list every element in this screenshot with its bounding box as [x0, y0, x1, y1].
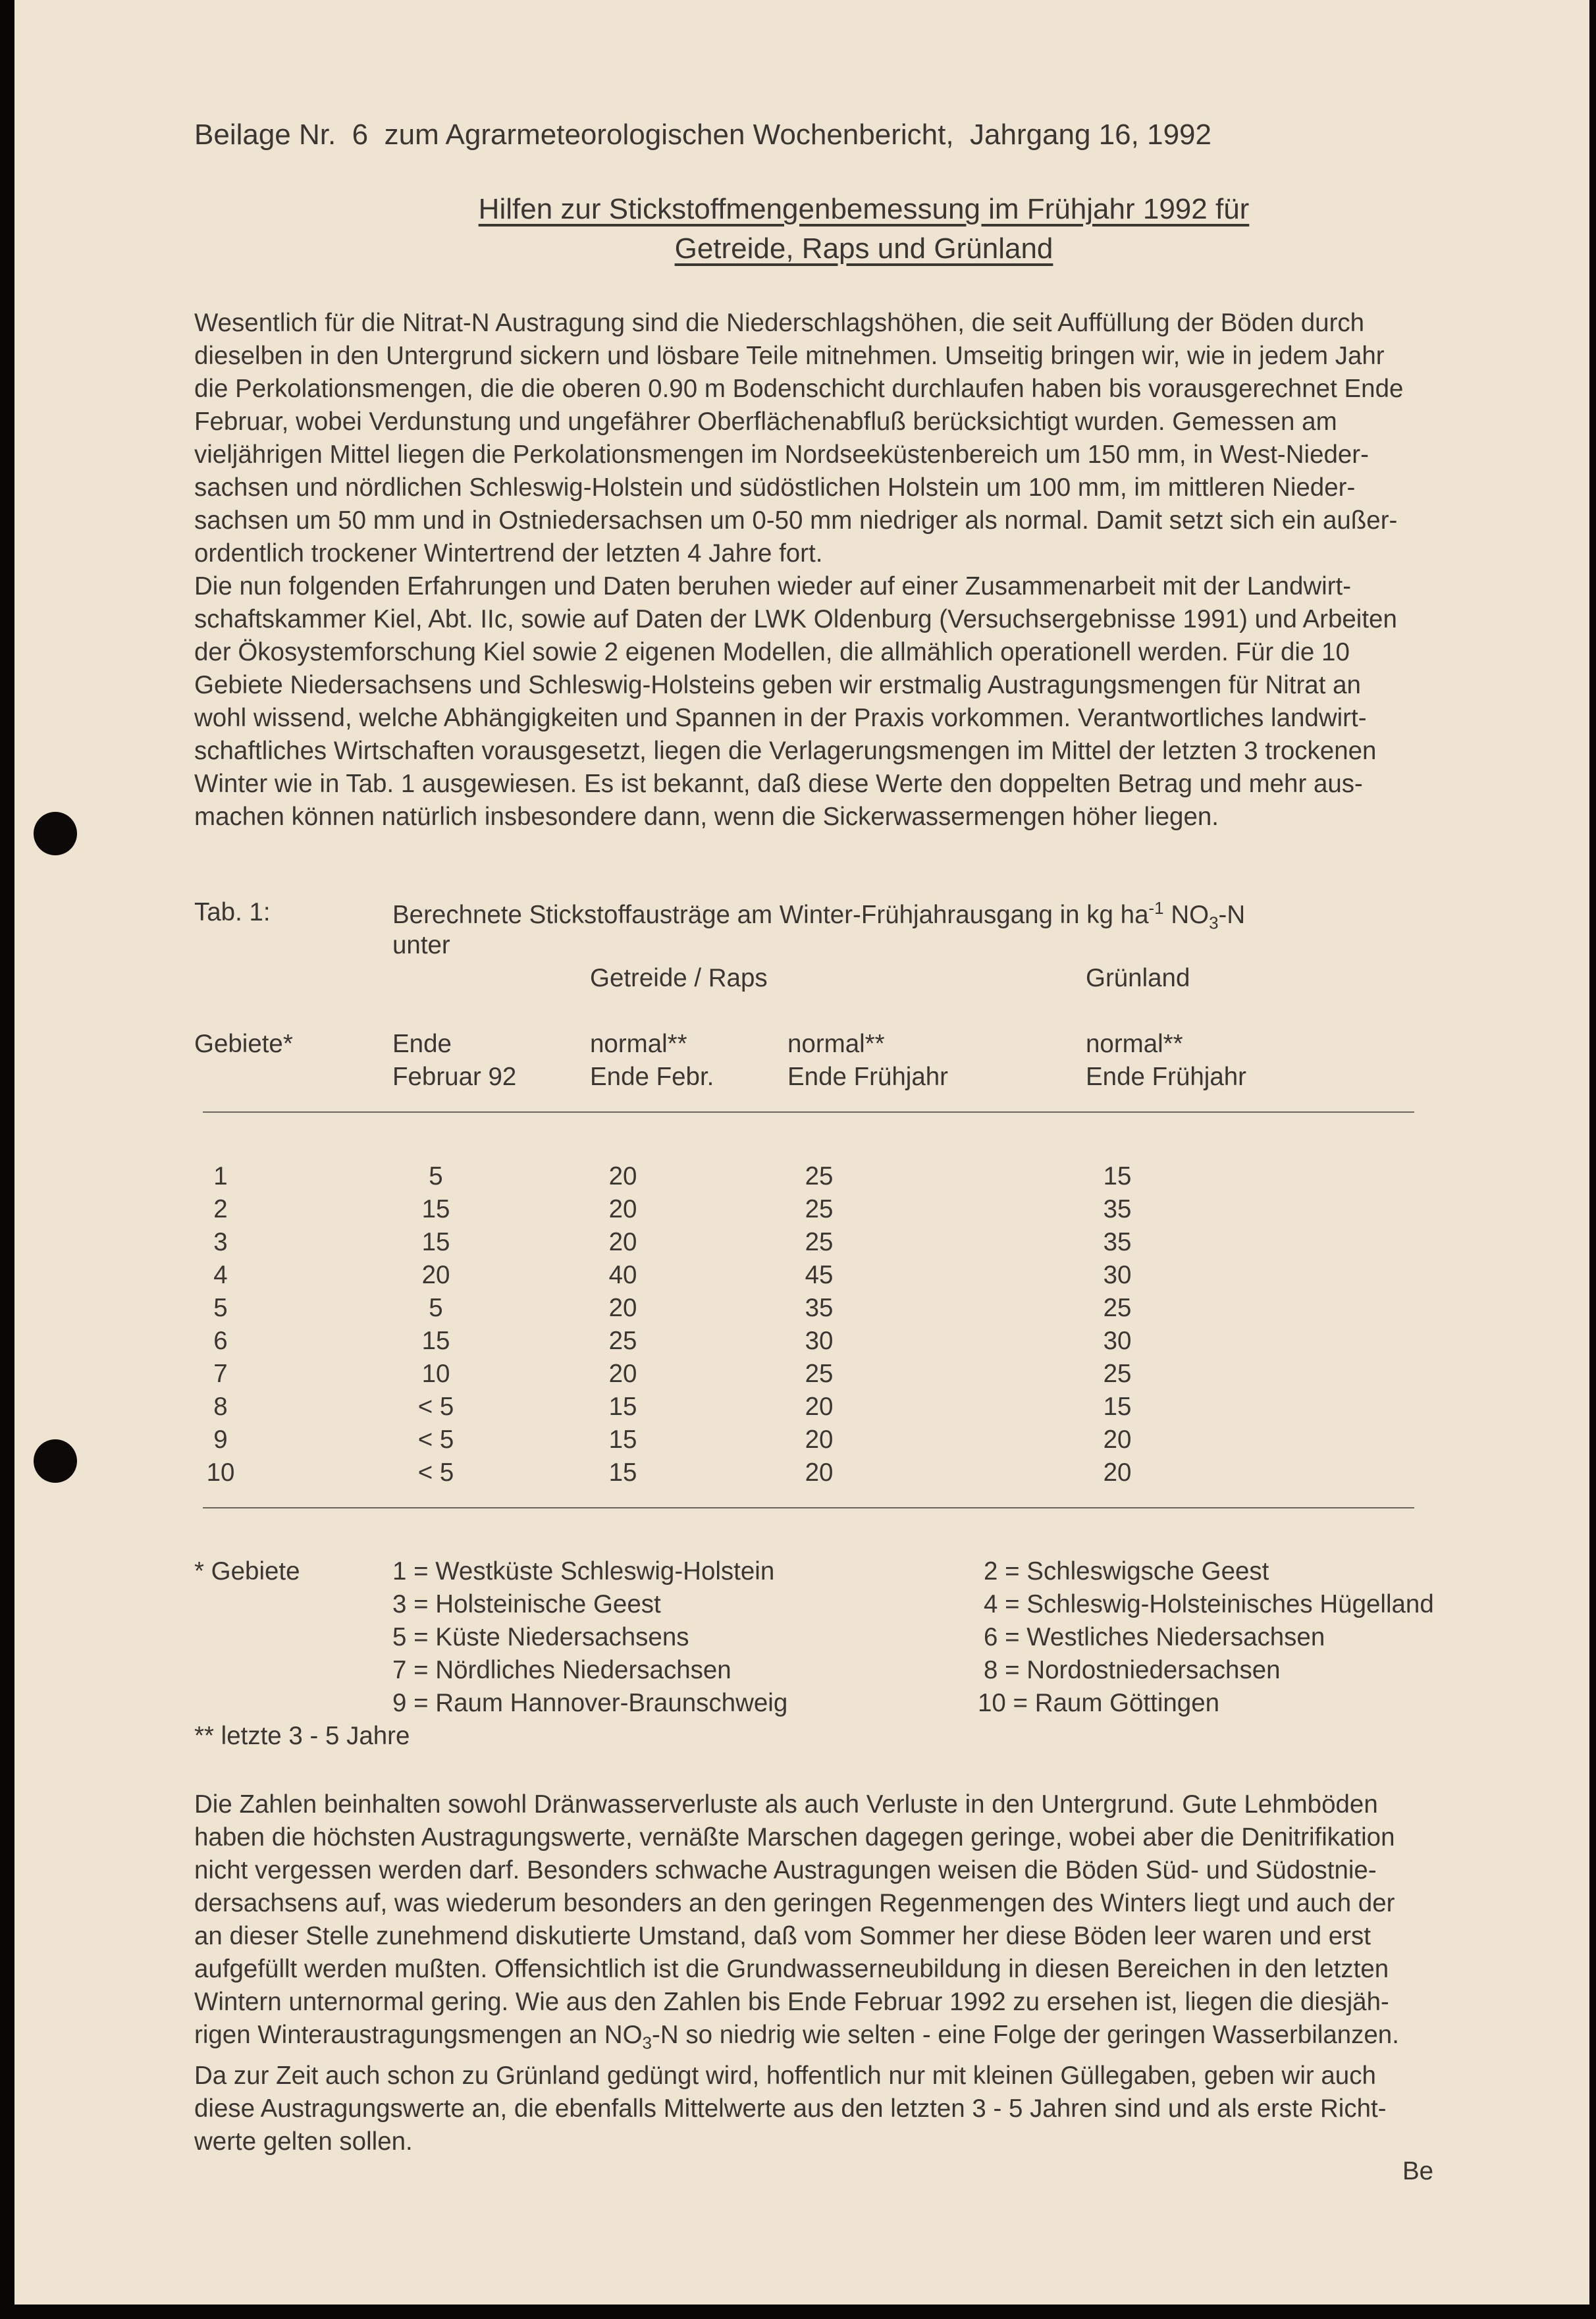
column-header-normal-febr-b: Ende Febr.	[590, 1063, 714, 1091]
table-cell-value: 15	[608, 1426, 637, 1454]
closing-line: werte gelten sollen.	[194, 2127, 413, 2156]
intro-line: der Ökosystemforschung Kiel sowie 2 eigenen Modellen, die allmählich operationell werden. Für die 10	[194, 638, 1350, 666]
intro-line: machen können natürlich insbesondere dann, wenn die Sickerwassermengen höher liegen.	[194, 803, 1219, 831]
legend-entry: 7 = Nördliches Niedersachsen	[392, 1656, 732, 1684]
table-cell-gebiet: 2	[213, 1195, 228, 1223]
table-cell-value: < 5	[417, 1458, 454, 1487]
intro-line: sachsen und nördlichen Schleswig-Holstein und südöstlichen Holstein um 100 mm, im mittleren Nieder-	[194, 473, 1356, 502]
legend-entry: 1 = Westküste Schleswig-Holstein	[392, 1557, 775, 1586]
table-caption: Berechnete Stickstoffausträge am Winter-Frühjahrausgang in kg $ha^{-1}$ $NO_3-N$	[392, 898, 1246, 933]
table-cell-value: 15	[1103, 1393, 1132, 1421]
legend-entry: 5 = Küste Niedersachsens	[392, 1623, 689, 1651]
table-cell-value: 35	[1103, 1195, 1132, 1223]
intro-line: schaftskammer Kiel, Abt. IIc, sowie auf Daten der LWK Oldenburg (Versuchsergebnisse 1991) und Arbeiten	[194, 605, 1397, 633]
signature: Be	[1402, 2157, 1434, 2185]
table-cell-value: 40	[608, 1261, 637, 1289]
table-cell-gebiet: 5	[213, 1294, 228, 1322]
table-caption-line-2: unter	[392, 931, 450, 959]
table-cell-value: 15	[608, 1393, 637, 1421]
legend-entry: 3 = Holsteinische Geest	[392, 1590, 661, 1618]
table-cell-value: 20	[421, 1261, 450, 1289]
table-cell-gebiet: 10	[206, 1458, 235, 1487]
intro-line: die Perkolationsmengen, die die oberen 0.90 m Bodenschicht durchlaufen haben bis vorausgerechnet Ende	[194, 375, 1404, 403]
intro-line: sachsen um 50 mm und in Ostniedersachsen um 0-50 mm niedriger als normal. Damit setzt sich ein außer-	[194, 506, 1398, 535]
table-cell-value: 25	[805, 1195, 834, 1223]
intro-line: Winter wie in Tab. 1 ausgewiesen. Es ist bekannt, daß diese Werte den doppelten Betrag und mehr aus-	[194, 770, 1363, 798]
punch-hole	[34, 1439, 77, 1483]
closing-line: Die Zahlen beinhalten sowohl Dränwasserverluste als auch Verluste in den Untergrund. Gute Lehmböden	[194, 1790, 1378, 1819]
closing-line: Wintern unternormal gering. Wie aus den Zahlen bis Ende Februar 1992 zu ersehen ist, liegen die diesjäh-	[194, 1988, 1389, 2016]
table-cell-value: < 5	[417, 1426, 454, 1454]
intro-line: Die nun folgenden Erfahrungen und Daten beruhen wieder auf einer Zusammenarbeit mit der Landwirt-	[194, 572, 1352, 600]
table-cell-value: 30	[1103, 1327, 1132, 1355]
table-cell-value: 15	[421, 1228, 450, 1256]
table-cell-value: 35	[805, 1294, 834, 1322]
table-cell-gebiet: 9	[213, 1426, 228, 1454]
legend-entry: 9 = Raum Hannover-Braunschweig	[392, 1689, 788, 1717]
table-rule-bottom	[203, 1507, 1414, 1508]
column-header-ende-feb-b: Februar 92	[392, 1063, 517, 1091]
legend-footnote: ** letzte 3 - 5 Jahre	[194, 1722, 410, 1750]
table-cell-value: 25	[608, 1327, 637, 1355]
table-cell-value: 20	[805, 1458, 834, 1487]
table-cell-value: 20	[805, 1426, 834, 1454]
table-cell-value: 15	[608, 1458, 637, 1487]
intro-paragraph	[194, 307, 1518, 834]
table-rule-top	[203, 1111, 1414, 1113]
table-cell-value: 20	[608, 1294, 637, 1322]
intro-line: schaftliches Wirtschaften vorausgesetzt, liegen die Verlagerungsmengen im Mittel der letzten 3 trockenen	[194, 737, 1377, 765]
legend-label: * Gebiete	[194, 1557, 300, 1586]
legend-entry: 6 = Westliches Niedersachsen	[984, 1623, 1325, 1651]
table-cell-gebiet: 3	[213, 1228, 228, 1256]
group-header-getreide-raps: Getreide / Raps	[590, 964, 768, 992]
column-header-gebiete: Gebiete*	[194, 1030, 293, 1058]
closing-line-no3: rigen Winteraustragungsmengen an $NO_3-N$ so niedrig wie selten - eine Folge der geringen Wasserbilanzen.	[194, 2021, 1399, 2053]
table-cell-value: 20	[608, 1162, 637, 1190]
column-header-normal-fruehjahr-b: Ende Frühjahr	[787, 1063, 948, 1091]
table-cell-gebiet: 1	[213, 1162, 228, 1190]
table-cell-value: 20	[1103, 1458, 1132, 1487]
table-cell-value: 20	[608, 1360, 637, 1388]
closing-line: nicht vergessen werden darf. Besonders schwache Austragungen weisen die Böden Süd- und Südostnie-	[194, 1856, 1377, 1884]
legend-entry: 8 = Nordostniedersachsen	[984, 1656, 1281, 1684]
table-cell-value: 5	[429, 1294, 443, 1322]
column-header-normal-fruehjahr-a: normal**	[787, 1030, 885, 1058]
table-cell-value: 25	[805, 1162, 834, 1190]
table-cell-value: 30	[805, 1327, 834, 1355]
table-cell-value: 25	[1103, 1360, 1132, 1388]
table-cell-value: 20	[608, 1195, 637, 1223]
table-cell-gebiet: 4	[213, 1261, 228, 1289]
closing-line: diese Austragungswerte an, die ebenfalls Mittelwerte aus den letzten 3 - 5 Jahren sind und als erste Richt-	[194, 2094, 1387, 2123]
table-cell-value: 15	[421, 1327, 450, 1355]
group-header-gruenland: Grünland	[1086, 964, 1190, 992]
closing-line: an dieser Stelle zunehmend diskutierte Umstand, daß vom Sommer her diese Böden leer waren und erst	[194, 1922, 1371, 1950]
closing-line: aufgefüllt werden mußten. Offensichtlich ist die Grundwasserneubildung in diesen Bereichen in den letzten	[194, 1955, 1389, 1983]
closing-line: dersachsens auf, was wiederum besonders an den geringen Regenmengen des Winters liegt und auch der	[194, 1889, 1395, 1917]
legend-entry: 4 = Schleswig-Holsteinisches Hügelland	[984, 1590, 1434, 1618]
table-cell-gebiet: 8	[213, 1393, 228, 1421]
table-cell-value: 25	[805, 1228, 834, 1256]
table-cell-value: 10	[421, 1360, 450, 1388]
intro-line: Februar, wobei Verdunstung und ungefährer Oberflächenabfluß berücksichtigt wurden. Gemessen am	[194, 408, 1337, 436]
intro-line: wohl wissend, welche Abhängigkeiten und Spannen in der Praxis vorkommen. Verantwortliches landwirt-	[194, 704, 1367, 732]
closing-paragraph	[194, 1788, 1518, 2158]
table-cell-value: 30	[1103, 1261, 1132, 1289]
intro-line: vieljährigen Mittel liegen die Perkolationsmengen im Nordseeküstenbereich um 150 mm, in West-Nieder-	[194, 440, 1369, 469]
table-cell-value: < 5	[417, 1393, 454, 1421]
legend-entry: 2 = Schleswigsche Geest	[984, 1557, 1269, 1586]
table-cell-gebiet: 6	[213, 1327, 228, 1355]
table-cell-value: 45	[805, 1261, 834, 1289]
closing-line: Da zur Zeit auch schon zu Grünland gedüngt wird, hoffentlich nur mit kleinen Güllegaben, geben wir auch	[194, 2061, 1376, 2090]
title-line-2: Getreide, Raps und Grünland	[674, 232, 1053, 265]
legend-entry: 10 = Raum Göttingen	[978, 1689, 1220, 1717]
table-cell-value: 15	[1103, 1162, 1132, 1190]
table-cell-gebiet: 7	[213, 1360, 228, 1388]
column-header-ende-feb-a: Ende	[392, 1030, 452, 1058]
intro-line: Wesentlich für die Nitrat-N Austragung sind die Niederschlagshöhen, die seit Auffüllung der Böden durch	[194, 309, 1365, 337]
document-page	[14, 0, 1589, 2305]
table-cell-value: 35	[1103, 1228, 1132, 1256]
header-line: Beilage Nr. 6 zum Agrarmeteorologischen Wochenbericht, Jahrgang 16, 1992	[194, 119, 1211, 151]
table-cell-value: 20	[1103, 1426, 1132, 1454]
intro-line: Gebiete Niedersachsens und Schleswig-Holsteins geben wir erstmalig Austragungsmengen für Nitrat an	[194, 671, 1361, 699]
table-cell-value: 20	[608, 1228, 637, 1256]
title-line-1: Hilfen zur Stickstoffmengenbemessung im Frühjahr 1992 für	[478, 193, 1250, 225]
table-label: Tab. 1:	[194, 898, 271, 926]
punch-hole	[34, 812, 77, 855]
closing-line: haben die höchsten Austragungswerte, vernäßte Marschen dagegen geringe, wobei aber die Denitrifikation	[194, 1823, 1395, 1852]
column-header-gruenland-a: normal**	[1086, 1030, 1183, 1058]
column-header-normal-febr-a: normal**	[590, 1030, 687, 1058]
table-cell-value: 5	[429, 1162, 443, 1190]
table-cell-value: 20	[805, 1393, 834, 1421]
table-cell-value: 25	[1103, 1294, 1132, 1322]
table-cell-value: 15	[421, 1195, 450, 1223]
column-header-gruenland-b: Ende Frühjahr	[1086, 1063, 1246, 1091]
intro-line: ordentlich trockener Wintertrend der letzten 4 Jahre fort.	[194, 539, 823, 568]
table-cell-value: 25	[805, 1360, 834, 1388]
intro-line: dieselben in den Untergrund sickern und lösbare Teile mitnehmen. Umseitig bringen wir, wie in jedem Jahr	[194, 342, 1385, 370]
